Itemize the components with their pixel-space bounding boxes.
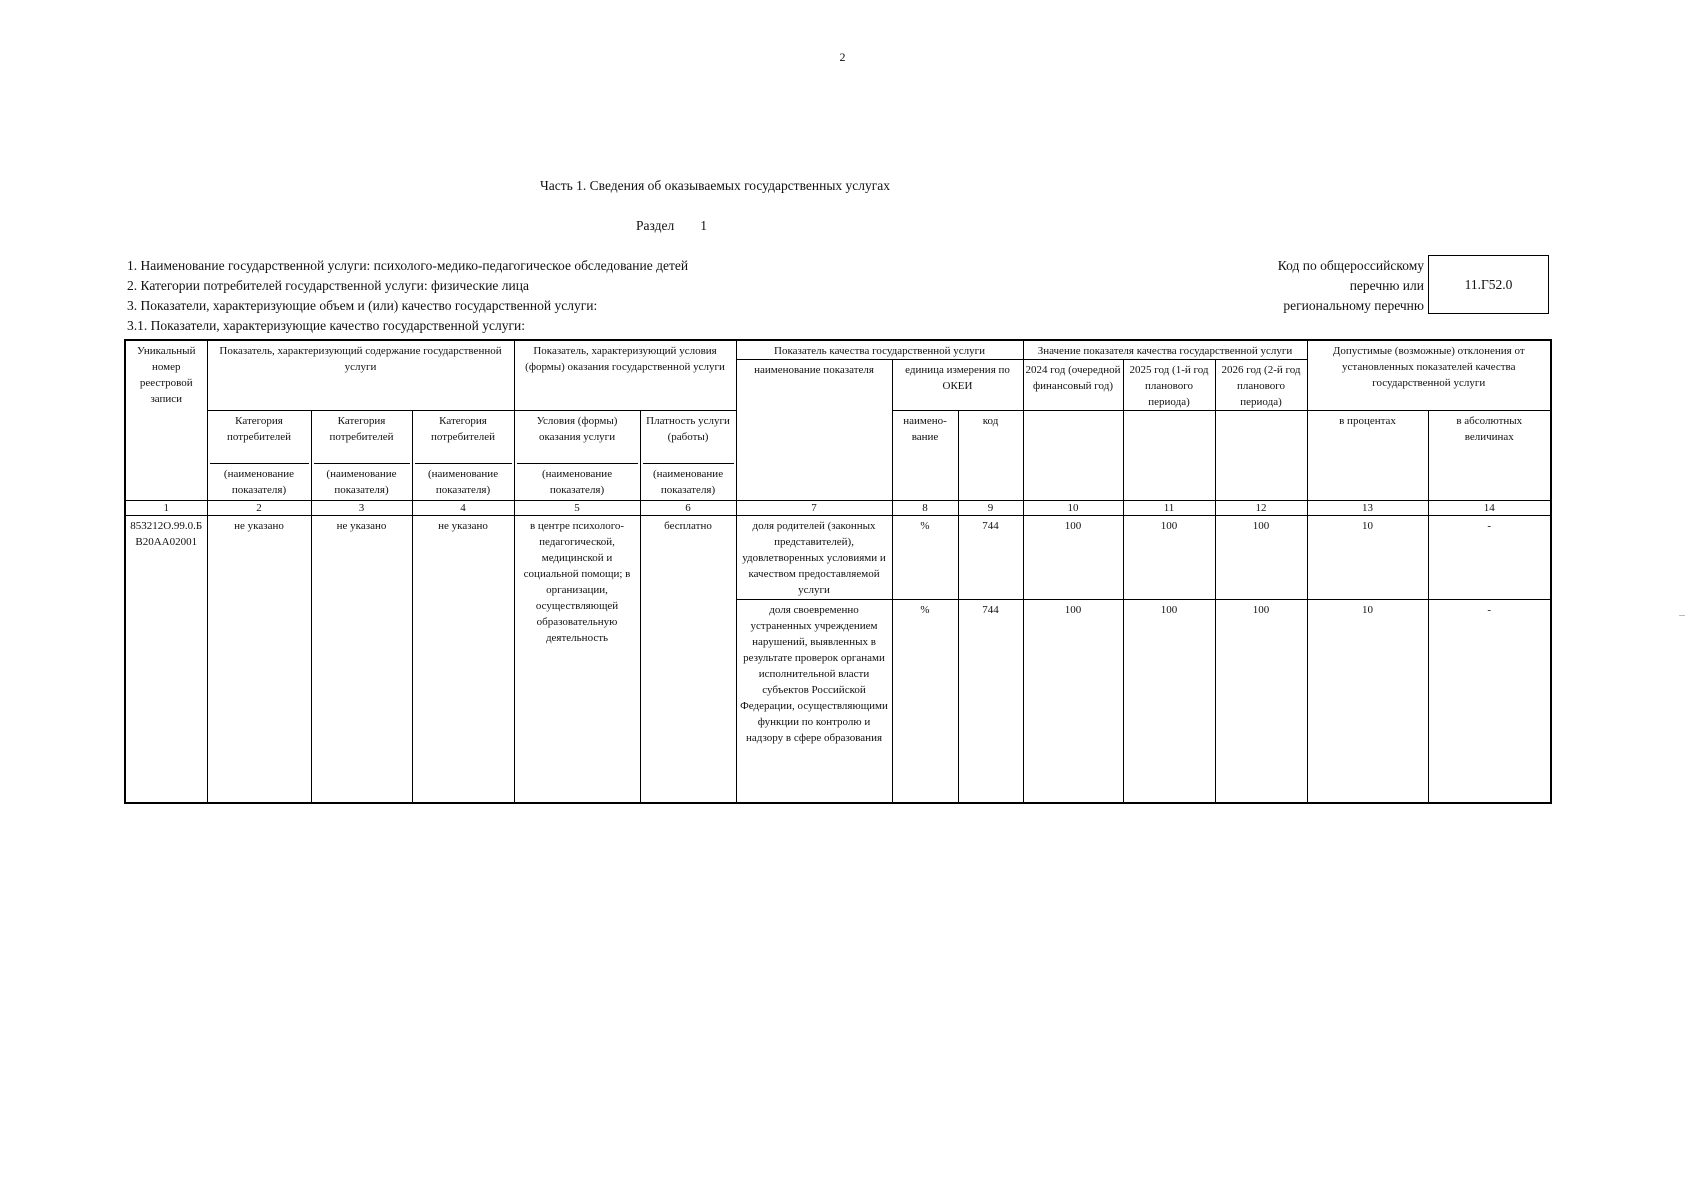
header-conditions-indicator: Показатель, характеризующий условия (формы) оказания государственной услуги: [514, 340, 736, 411]
column-number: 1: [125, 501, 207, 516]
conditions-cell: в центре психолого-педагогической, медицинской и социальной помощи; в организации, осуществляющей образовательную деятельность: [514, 516, 640, 803]
header-okei-code: код: [958, 411, 1023, 501]
indicator-name-cell: доля своевременно устраненных учреждением нарушений, выявленных в результате проверок органами исполнительной власти субъектов Российской Федерации, осуществляющими функции по контролю и надзору в сфере образования: [736, 600, 892, 803]
category-label: Категория потребителей: [314, 413, 410, 464]
category-label: Категория потребителей: [415, 413, 512, 464]
header-category: [207, 411, 311, 501]
header-empty: [1123, 411, 1215, 501]
column-number: 2: [207, 501, 311, 516]
column-number: 13: [1307, 501, 1428, 516]
part-title: Часть 1. Сведения об оказываемых государственных услугах: [539, 178, 891, 193]
page-number: 2: [839, 50, 846, 64]
service-name-line: 1. Наименование государственной услуги: психолого-медико-педагогическое обследование детей: [127, 258, 689, 273]
column-number: 14: [1428, 501, 1551, 516]
header-category: [311, 411, 412, 501]
header-okei-unit: единица измерения по ОКЕИ: [892, 360, 1023, 411]
header-year-2025: 2025 год (1-й год планового периода): [1123, 360, 1215, 411]
column-number: 9: [958, 501, 1023, 516]
header-content-indicator: Показатель, характеризующий содержание государственной услуги: [207, 340, 514, 411]
table-row: [125, 516, 1551, 600]
service-info: [127, 256, 688, 336]
column-number: 10: [1023, 501, 1123, 516]
conditions-form-label: Условия (формы) оказания услуги: [517, 413, 638, 464]
name-indicator-label: (наименование показателя): [223, 468, 295, 496]
code-value-box: 11.Г52.0: [1428, 255, 1549, 314]
value-2026-cell: 100: [1215, 600, 1307, 803]
header-unique-number: Уникальный номер реестровой записи: [125, 340, 207, 501]
margin-mark: [1679, 615, 1685, 616]
category-cell: не указано: [207, 516, 311, 803]
code-label-line: региональному перечню: [1283, 298, 1424, 313]
category-cell: не указано: [412, 516, 514, 803]
indicator-name-cell: доля родителей (законных представителей), удовлетворенных условиями и качеством предоставляемой услуги: [736, 516, 892, 600]
deviation-percent-cell: 10: [1307, 600, 1428, 803]
unit-code-cell: 744: [958, 516, 1023, 600]
header-quality-indicator: Показатель качества государственной услуги: [736, 340, 1023, 360]
code-label-line: перечню или: [1349, 278, 1424, 293]
header-deviations: Допустимые (возможные) отклонения от установленных показателей качества государственной услуги: [1307, 340, 1551, 411]
value-2024-cell: 100: [1023, 600, 1123, 803]
header-category: [412, 411, 514, 501]
unique-number-cell: 853212О.99.0.БВ20АА02001: [125, 516, 207, 803]
header-okei-name: наимено-вание: [892, 411, 958, 501]
category-label: Категория потребителей: [210, 413, 309, 464]
deviation-absolute-cell: -: [1428, 516, 1551, 600]
column-number: 6: [640, 501, 736, 516]
deviation-percent-cell: 10: [1307, 516, 1428, 600]
header-in-absolute: в абсолютных величинах: [1428, 411, 1551, 501]
name-indicator-label: (наименование показателя): [427, 468, 499, 496]
value-2025-cell: 100: [1123, 516, 1215, 600]
section-label: Раздел: [636, 218, 675, 233]
name-indicator-label: (наименование показателя): [326, 468, 397, 496]
section-number: 1: [700, 218, 707, 233]
column-number: 7: [736, 501, 892, 516]
consumer-category-line: 2. Категории потребителей государственной услуги: физические лица: [127, 278, 529, 293]
code-label: [1240, 256, 1424, 316]
quality-indicators-table: [124, 339, 1552, 804]
header-empty: [1023, 411, 1123, 501]
name-indicator-label: (наименование показателя): [652, 468, 724, 496]
header-in-percent: в процентах: [1307, 411, 1428, 501]
unit-code-cell: 744: [958, 600, 1023, 803]
value-2026-cell: 100: [1215, 516, 1307, 600]
header-year-2024: 2024 год (очередной финансовый год): [1023, 360, 1123, 411]
column-number-row: [125, 501, 1551, 516]
value-2024-cell: 100: [1023, 516, 1123, 600]
header-indicator-name: наименование показателя: [736, 360, 892, 501]
header-conditions-form: [514, 411, 640, 501]
value-2025-cell: 100: [1123, 600, 1215, 803]
indicators-line: 3. Показатели, характеризующие объем и (или) качество государственной услуги:: [127, 298, 598, 313]
header-year-2026: 2026 год (2-й год планового периода): [1215, 360, 1307, 411]
payment-label: Платность услуги (работы): [643, 413, 734, 464]
quality-indicators-line: 3.1. Показатели, характеризующие качество государственной услуги:: [127, 318, 526, 333]
column-number: 3: [311, 501, 412, 516]
column-number: 4: [412, 501, 514, 516]
column-number: 12: [1215, 501, 1307, 516]
header-payment: [640, 411, 736, 501]
payment-cell: бесплатно: [640, 516, 736, 803]
deviation-absolute-cell: -: [1428, 600, 1551, 803]
section-heading: [636, 218, 707, 234]
column-number: 5: [514, 501, 640, 516]
column-number: 11: [1123, 501, 1215, 516]
unit-name-cell: %: [892, 516, 958, 600]
header-quality-value: Значение показателя качества государственной услуги: [1023, 340, 1307, 360]
name-indicator-label: (наименование показателя): [541, 468, 613, 496]
code-label-line: Код по общероссийскому: [1277, 258, 1424, 273]
category-cell: не указано: [311, 516, 412, 803]
column-number: 8: [892, 501, 958, 516]
header-empty: [1215, 411, 1307, 501]
unit-name-cell: %: [892, 600, 958, 803]
